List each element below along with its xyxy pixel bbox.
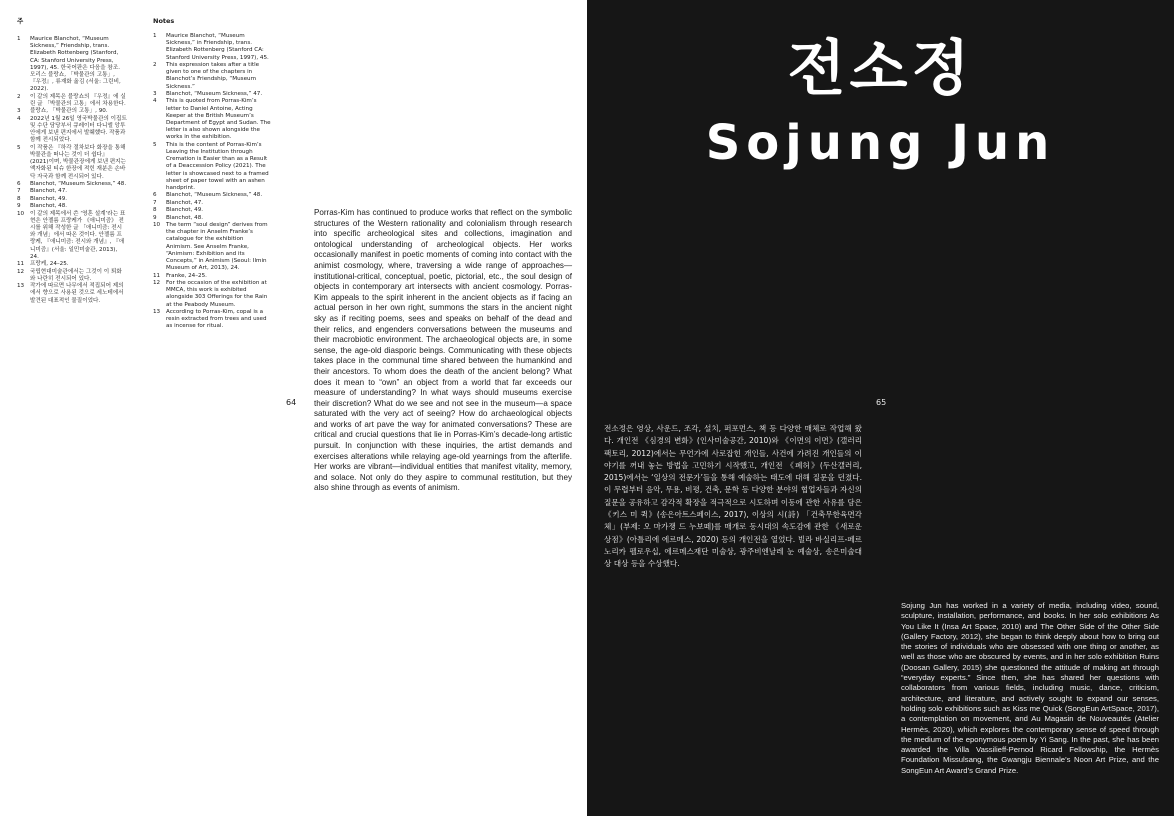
- note-item: [17, 203, 127, 210]
- note-number: 13: [17, 283, 25, 290]
- note-number: 11: [153, 272, 161, 279]
- note-number: 4: [17, 115, 21, 122]
- korean-notes-heading: 주: [17, 17, 24, 25]
- note-item: [153, 273, 271, 280]
- note-text: This is the content of Porras-Kim’s Leaving the Institution through Cremation is Easier than as a Result of a Deaccession Policy (2021). The letter is showcased next to a framed sheet of paper towel with an ashen handprint.: [166, 141, 269, 192]
- note-item: [17, 283, 127, 305]
- note-item: [17, 108, 127, 115]
- note-item: [17, 181, 127, 188]
- english-notes-list: [153, 33, 271, 331]
- artist-title: [587, 30, 1174, 172]
- note-text: 이 같의 제목은 블랑쇼의 『우정』에 실린 글 「박물관의 고통」에서 차용한다.: [30, 93, 126, 108]
- note-text: This expression takes after a title given to one of the chapters in Blanchot’s Friendship, “Museum Sickness.”: [166, 62, 260, 90]
- note-item: [153, 309, 271, 331]
- note-item: [17, 145, 127, 181]
- note-text: Maurice Blanchot, “Museum Sickness,” in Friendship, trans. Elizabeth Rottenberg (Stanford CA: Stanford University Press, 1997), 45.: [166, 33, 269, 61]
- note-text: Blanchot, 48.: [30, 203, 68, 210]
- note-text: 국립현대미술관에서는 그것이 이 퇴화와 나란히 전시되어 있다.: [30, 268, 122, 282]
- note-number: 9: [17, 203, 21, 210]
- note-item: [153, 142, 271, 192]
- note-item: [153, 33, 271, 62]
- note-item: [17, 261, 127, 268]
- note-text: The term “soul design” derives from the chapter in Anselm Franke’s catalogue for the exhibition Animism. See Anselm Franke, “Animism: Exhibition and its Concepts,” in Animism (Seoul: Ilmin Museum of Art, 2013), 24.: [166, 221, 268, 272]
- note-item: [17, 188, 127, 195]
- note-text: 블랑쇼, 「박물관의 고통」, 90.: [30, 108, 108, 115]
- note-number: 13: [153, 308, 161, 315]
- note-item: [153, 280, 271, 309]
- note-item: [17, 196, 127, 203]
- artist-bio-english: Sojung Jun has worked in a variety of media, including video, sound, sculpture, installation, performance, and books. In her solo exhibitions As You Like It (Insa Art Space, 2010) and The Other Side of the Other Side (Gallery Factory, 2012), she began to think deeply about how to bring out the stories of individuals who are obsessed with one thing or another, as well as those who are obscured by events, and in her solo exhibition Ruins (Doosan Gallery, 2015) she questioned the attitude of making art through “everyday experts.” Since then, she has shared her questions with collaborators from various fields, including music, dance, criticism, architecture, and literature, and actively sought to expand our senses, holding solo exhibitions such as Kiss me Quick (SongEun ArtSpace, 2017), a contemplation on movement, and Au Magasin de Nouveautés (Atelier Hermès, 2020), which explores the contemporary sense of speed through the medium of the eponymous poem by Yi Sang. In the past, she has been awarded the Villa Vassilieff-Pernod Ricard Fellowship, the Hermès Foundation Missulsang, the Gwangju Biennale’s Noon Art Prize, and the SongEun Art Award’s Grand Prize.: [901, 601, 1159, 775]
- note-number: 10: [153, 221, 161, 228]
- note-text: 프랑케, 24–25.: [30, 261, 69, 268]
- page-number-right: 65: [876, 398, 887, 407]
- note-text: 2022년 1월 26일 영국박물관의 이집트 및 수단 담당부서 큐레이터 다니엘 앙투안에게 보낸 편지에서 발췌했다. 작품과 함께 전시되었다.: [30, 115, 127, 144]
- note-item: [153, 98, 271, 141]
- note-text: Blanchot, “Museum Sickness,” 48.: [30, 181, 127, 187]
- right-page: [587, 0, 1174, 816]
- note-number: 12: [153, 279, 161, 286]
- note-number: 7: [17, 188, 21, 195]
- note-item: [153, 91, 271, 98]
- note-text: For the occasion of the exhibition at MMCA, this work is exhibited alongside 303 Offerings for the Rain at the Peabody Museum.: [166, 279, 268, 308]
- note-number: 3: [17, 108, 21, 115]
- note-number: 3: [153, 91, 157, 97]
- note-text: Blanchot, “Museum Sickness,” 47.: [166, 91, 263, 97]
- note-text: Maurice Blanchot, “Museum Sickness,” Friendship, trans. Elizabeth Rottenberg (Stanford, CA: Stanford University Press, 1997), 45. 한국어판은 다음을 참조. 모리스 블랑쇼, 「박물관의 고통」, 『우정』, 류재화 옮김 (서울: 그린비, 2022).: [30, 36, 121, 93]
- essay-body-text: Porras-Kim has continued to produce works that reflect on the symbolic structures of the Western rationality and colonialism through research into specific archeological sites and collections, imagination and ontological understanding of archeological objects. Her works occasionally manifest in poetic moments of coming into contact with the animist cosmology, where, traversing a wide range of approaches—institutional-critical, conceptual, poetic, pictorial, etc., the soul design of objects in contemporary art intersects with ancient cosmology. Porras-Kim appeals to the spirit inherent in the ancient objects as if facing an actual person in her own right, summons the stars in the ancient night sky as if reciting poems, sees and speaks on behalf of the dead and their relics, and engenders conversations between the museums and their macrobiotic environment. The archaeological objects are, in some sense, the age-old diasporic beings. Communicating with these objects takes place in the communal time shared between the humankind and their ancestors. To whom does the death of the ancient belong? What does it mean to “own” an object from a world that far exceeds our measure of understanding? In what ways should museums exercise their discretion? What do we see and not see in the museum—a space saturated with the very act of seeing? How do archaeological objects and works of art pave the way for animated conversations? These are critical and crucial questions that lie in Porras-Kim’s decade-long artistic pursuit. In conjunction with these inquiries, the artist demands and exercises alterations while relaying age-old yearnings from the afterlife. Her works are vibrant—individual entities that manifest vitality, memory, and solace. Not only do they aspire to communal restitution, but they also shine through as events of animism.: [314, 208, 572, 493]
- note-text: 이 작품은 『하각 절차보다 화장을 통해 박물관을 떠나는 것이 더 쉽다』 (2021)이며, 박물관장에게 보낸 편지는 액자화된 티슈 한장에 적힌 재분은 손바닥 자국과 함께 전시되어 있다.: [30, 144, 126, 180]
- note-text: Blanchot, 49.: [30, 195, 68, 202]
- note-item: [17, 116, 127, 145]
- note-text: Blanchot, 47.: [30, 188, 68, 195]
- note-number: 5: [153, 141, 157, 148]
- note-item: [153, 222, 271, 272]
- note-number: 11: [17, 261, 25, 268]
- note-number: 2: [153, 62, 157, 68]
- note-item: [153, 192, 271, 199]
- note-text: Blanchot, 47.: [166, 199, 204, 206]
- note-item: [17, 94, 127, 108]
- english-notes-heading: Notes: [153, 17, 175, 25]
- note-number: 9: [153, 214, 157, 221]
- note-number: 8: [153, 207, 157, 214]
- note-item: [17, 211, 127, 261]
- artist-name-korean: 전소정: [787, 34, 974, 104]
- note-text: 작가에 따르면 나무에서 적집되어 제의에서 향으로 사용된 것으로 세노테에서 발견된 대표적인 물질이었다.: [30, 283, 124, 304]
- note-number: 6: [153, 192, 157, 199]
- note-item: [153, 200, 271, 207]
- note-text: Franke, 24–25.: [166, 272, 207, 279]
- note-text: 이 같의 제목에서 쓴 ‘영혼 설계’라는 표현은 안젤름 프랑케가 《애니미즘》 전시를 위해 작성한 글 「애니미즘: 전시와 개념」에서 따온 것이다. 안젤름 프랑케, 『애니미즘: 전시와 개념』, 『애니미즘』(서울: 일민미술관, 2013), 24.: [30, 210, 126, 260]
- note-text: Blanchot, “Museum Sickness,” 48.: [166, 192, 263, 199]
- note-number: 7: [153, 199, 157, 206]
- note-number: 2: [17, 93, 21, 100]
- korean-notes-list: [17, 36, 127, 305]
- note-number: 1: [153, 33, 157, 39]
- note-number: 1: [17, 36, 21, 42]
- note-item: [153, 215, 271, 222]
- note-number: 8: [17, 195, 21, 202]
- note-item: [153, 62, 271, 91]
- page-number-left: 64: [286, 398, 297, 407]
- note-number: 12: [17, 268, 25, 275]
- artist-bio-korean: 전소정은 영상, 사운드, 조각, 설치, 퍼포먼스, 책 등 다양한 매체로 작업해 왔다. 개인전 《심경의 변화》(인사미술공간, 2010)와 《이면의 이면》(갤러리 팩토리, 2012)에서는 무언가에 사로잡힌 개인들, 사건에 가려진 개인들의 이야기를 꺼내 놓는 방법을 고민하기 시작했고, 개인전 《폐허》(두산갤러리, 2015)에서는 ‘일상의 전문가’들을 통해 예술하는 태도에 대해 질문을 던졌다. 이 무렵부터 음악, 무용, 비평, 건축, 문학 등 다양한 분야의 협업자들과 자신의 질문을 공유하고 감각적 확장을 적극적으로 시도하며 이동에 관한 사유를 담은 《키스 미 퀵》(송은아트스페이스, 2017), 이상의 시(詩) 「건축무한육면각체」(부제: 오 마가쟁 드 누보떼)를 매개로 동시대의 속도감에 관한 《새로운 상점》(아틀리에 에르메스, 2020) 등의 개인전을 열었다. 빌라 바실리프-페르노리카 펠로우십, 에르메스재단 미술상, 광주비엔날레 눈 예술상, 송은미술대상 대상 등을 수상했다.: [604, 424, 862, 569]
- note-item: [17, 36, 127, 94]
- artist-name-english: Sojung Jun: [705, 115, 1056, 171]
- note-text: Blanchot, 49.: [166, 207, 204, 214]
- note-number: 5: [17, 144, 21, 151]
- note-text: Blanchot, 48.: [166, 214, 204, 221]
- note-text: This is quoted from Porras-Kim’s letter to Daniel Antoine, Acting Keeper at the British Museum’s Department of Egypt and Sudan. The letter is also shown alongside the works in the exhibition.: [166, 98, 271, 141]
- note-text: According to Porras-Kim, copal is a resin extracted from trees and used as incense for ritual.: [166, 308, 267, 330]
- note-number: 6: [17, 181, 21, 187]
- note-item: [17, 269, 127, 283]
- note-number: 10: [17, 210, 25, 217]
- note-item: [153, 207, 271, 214]
- note-number: 4: [153, 98, 157, 105]
